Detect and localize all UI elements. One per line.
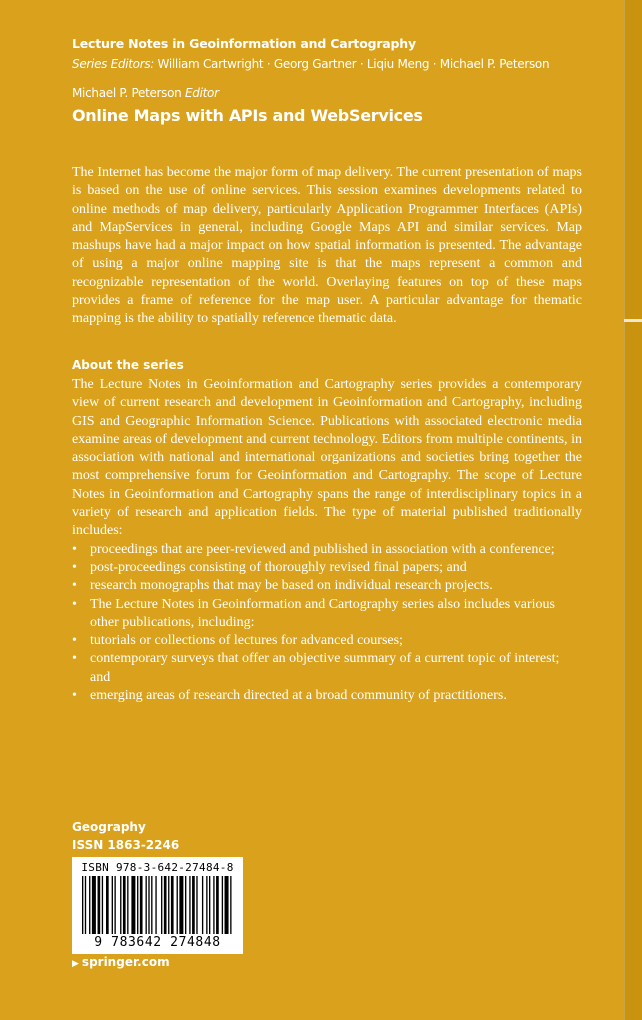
book-editor-role: Editor [185,86,219,100]
book-title: Online Maps with APIs and WebServices [72,106,423,125]
series-editors [72,57,549,71]
list-item: • The Lecture Notes in Geoinformation and Cartography series also includes various other publications, including: [72,596,582,633]
list-item: • emerging areas of research directed at a broad community of practitioners. [72,687,582,705]
list-item: • tutorials or collections of lectures for advanced courses; [72,632,582,650]
about-series [72,376,582,705]
list-item: • proceedings that are peer-reviewed and published in association with a conference; [72,541,582,559]
spine-mark [624,319,642,322]
book-editor-name: Michael P. Peterson [72,86,182,100]
book-editor [72,86,219,100]
list-item: • research monographs that may be based on individual research projects. [72,577,582,595]
series-editors-names: William Cartwright · Georg Gartner · Liqiu Meng · Michael P. Peterson [157,57,550,71]
spine-edge [624,0,642,1020]
material-types-list [72,541,582,706]
subject-category: Geography [72,820,146,834]
book-blurb: The Internet has become the major form of map delivery. The current presentation of maps is based on the use of online services. This session examines developments related to online methods of map delivery, particularly Application Programmer Interfaces (APIs) and MapServices in general, including Google Maps API and similar services. Map mashups have had a major impact on how spatial information is presented. The advantage of using a major online mapping site is that the maps represent a common and recognizable representation of the world. Overlaying features on top of these maps provides a frame of reference for the map user. A particular advantage for thematic mapping is the ability to spatially reference thematic data. [72,165,582,327]
arrow-right-icon: ▶ [72,959,79,969]
series-title: Lecture Notes in Geoinformation and Cartography [72,36,416,51]
barcode-icon [82,876,233,934]
barcode-digits: 9 783642 274848 [94,935,221,950]
publisher-link-text: springer.com [81,955,170,969]
issn: ISSN 1863-2246 [72,838,180,852]
list-item: • post-proceedings consisting of thoroughly revised final papers; and [72,559,582,577]
isbn-text: ISBN 978-3-642-27484-8 [81,861,234,874]
publisher-link[interactable] [72,955,170,969]
about-heading: About the series [72,358,184,372]
barcode-box [72,857,243,954]
list-item: • contemporary surveys that offer an objective summary of a current topic of interest; and [72,650,582,687]
about-body-text: The Lecture Notes in Geoinformation and Cartography series provides a contemporary view of current research and development in Geoinformation and Cartography, including GIS and Geographic Information Science. Publications with associated electronic media examine areas of development and current technology. Editors from multiple continents, in association with national and international organizations and societies bring together the most comprehensive forum for Geoinformation and Cartography. The scope of Lecture Notes in Geoinformation and Cartography spans the range of interdisciplinary topics in a variety of research and application fields. The type of material published traditionally includes: [72,377,582,539]
series-editors-label: Series Editors: [72,57,155,71]
